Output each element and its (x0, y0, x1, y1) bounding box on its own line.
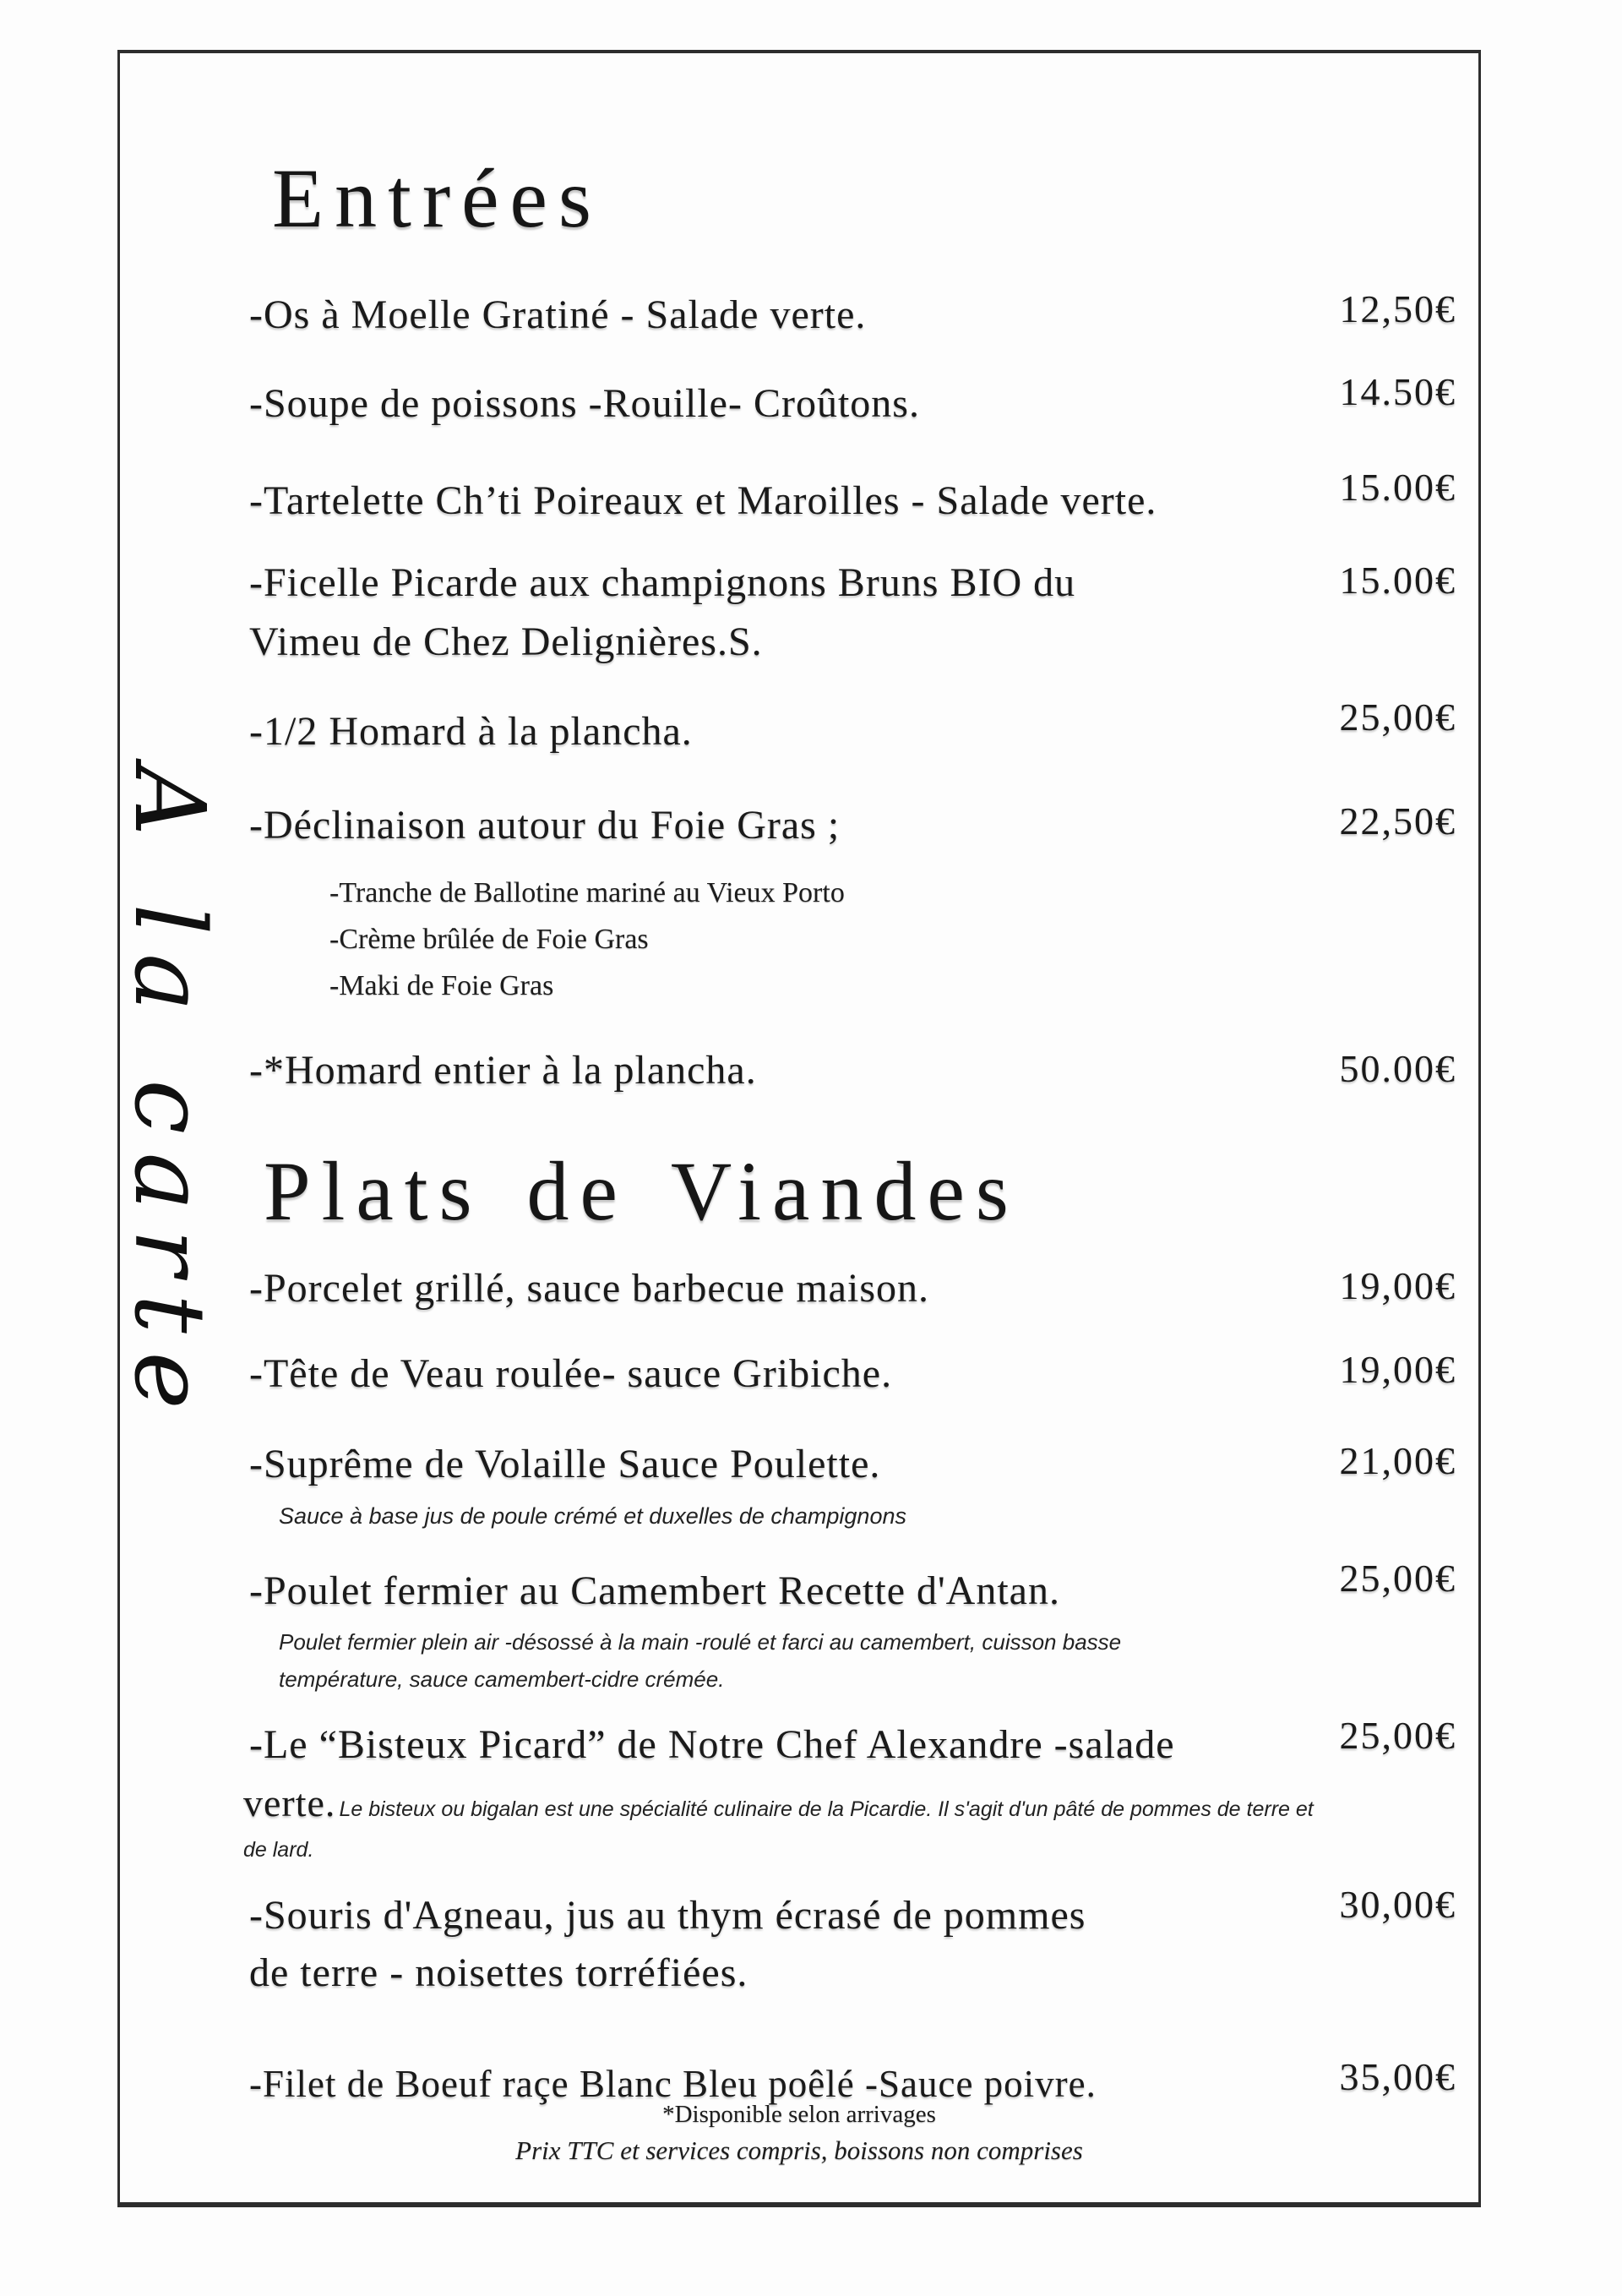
menu-item-price: 30,00€ (1339, 1883, 1456, 1926)
menu-item-name: -Filet de Boeuf raçe Blanc Bleu poêlé -Sauce poivre. (249, 2063, 1097, 2105)
footer-note: *Disponible selon arrivages (662, 2101, 936, 2128)
menu-item-price: 35,00€ (1339, 2055, 1456, 2098)
menu-item-name: -*Homard entier à la plancha. (249, 1048, 757, 1093)
menu-item-continuation (243, 1781, 1316, 1872)
menu-item-name (249, 554, 1075, 672)
menu-item-price: 14.50€ (1339, 370, 1456, 413)
menu-item-name: -Le “Bisteux Picard” de Notre Chef Alexandre -salade (249, 1722, 1175, 1767)
menu-item-line-2: de terre - noisettes torréfiées. (249, 1950, 748, 1995)
menu-subitem: -Tranche de Ballotine mariné au Vieux Porto (329, 877, 845, 908)
menu-item-price: 21,00€ (1339, 1439, 1456, 1482)
menu-item-price: 12,50€ (1339, 287, 1456, 330)
menu-item-price: 25,00€ (1339, 1714, 1456, 1757)
menu-item-price: 15.00€ (1339, 466, 1456, 509)
a-la-carte-script: A la carte (112, 766, 226, 1428)
menu-subitem: -Crème brûlée de Foie Gras (329, 924, 649, 955)
menu-item-name: -Os à Moelle Gratiné - Salade verte. (249, 292, 867, 337)
menu-subitem-list (329, 870, 845, 1009)
menu-item-line-2: verte. (243, 1781, 336, 1824)
item-description: Sauce à base jus de poule crémé et duxelles de champignons (279, 1503, 906, 1529)
page-border-frame (117, 50, 1481, 2207)
menu-item-name: -Suprême de Volaille Sauce Poulette. (249, 1442, 881, 1486)
menu-item-line-2: Vimeu de Chez Delignières.S. (249, 619, 763, 664)
menu-item-name (249, 1887, 1086, 2002)
menu-item-price: 25,00€ (1339, 1557, 1456, 1600)
menu-item-price: 22,50€ (1339, 799, 1456, 843)
menu-item-price: 50.00€ (1339, 1047, 1456, 1090)
menu-item-price: 19,00€ (1339, 1264, 1456, 1307)
menu-item-name: -Porcelet grillé, sauce barbecue maison. (249, 1266, 929, 1311)
menu-item-name: -Tête de Veau roulée- sauce Gribiche. (249, 1351, 893, 1396)
menu-item-price: 25,00€ (1339, 695, 1456, 739)
menu-item-price: 19,00€ (1339, 1348, 1456, 1391)
menu-item-line-1: -Souris d'Agneau, jus au thym écrasé de pommes (249, 1893, 1086, 1938)
menu-item-name: -Tartelette Ch’ti Poireaux et Maroilles - Salade verte. (249, 478, 1157, 523)
footer-pricing-note: Prix TTC et services compris, boissons non comprises (515, 2135, 1083, 2165)
menu-item-name: -Poulet fermier au Camembert Recette d'Antan. (249, 1568, 1060, 1613)
menu-item-name: -Déclinaison autour du Foie Gras ; (249, 803, 841, 848)
menu-item-name: -Soupe de poissons -Rouille- Croûtons. (249, 381, 920, 426)
menu-subitem: -Maki de Foie Gras (329, 970, 554, 1001)
item-description: Le bisteux ou bigalan est une spécialité culinaire de la Picardie. Il s'agit d'un pâté de pommes de terre et de lard. (243, 1797, 1314, 1862)
section-title-entrees: Entrées (272, 151, 602, 245)
item-description: Poulet fermier plein air -désossé à la main -roulé et farci au camembert, cuisson basse température, sauce camembert-cidre crémée. (279, 1629, 1122, 1692)
menu-item-line-1: -Ficelle Picarde aux champignons Bruns BIO du (249, 560, 1076, 605)
menu-item-price: 15.00€ (1339, 559, 1456, 602)
section-title-plats: Plats de Viandes (264, 1144, 1020, 1238)
menu-item-name: -1/2 Homard à la plancha. (249, 709, 693, 754)
